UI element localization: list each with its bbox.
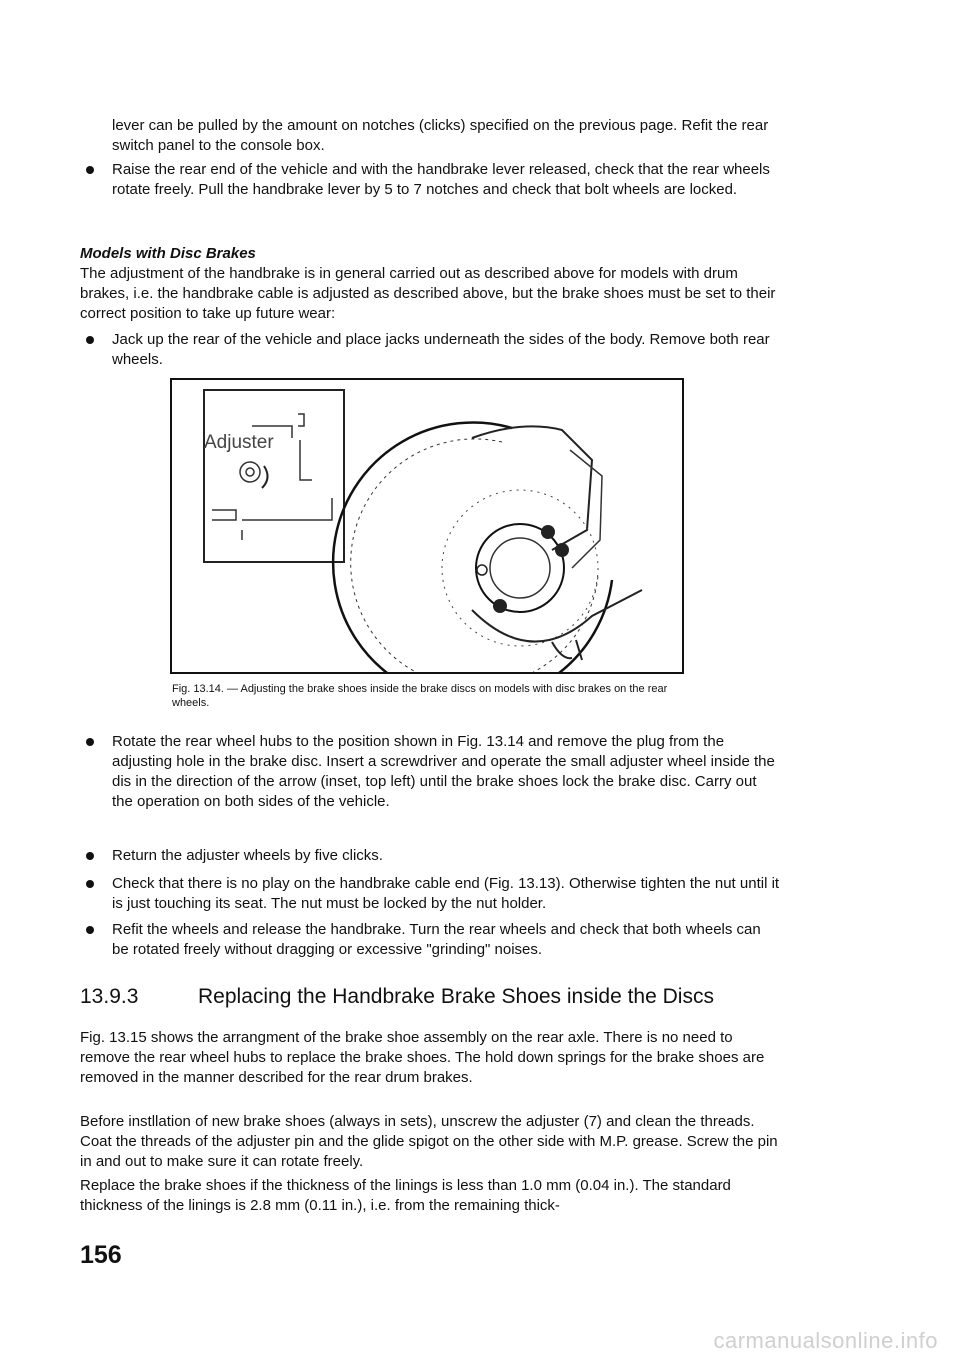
bullet-text: Rotate the rear wheel hubs to the position shown in Fig. 13.14 and remove the plug from the adjusting hole in the brake disc. Insert a screwdriver and operate the small adjuster wheel inside the dis in the direction of the arrow (inset, top left) until the brake shoes lock the brake disc. Carry out the operation on both sides of the vehicle. bbox=[112, 733, 775, 810]
bullet-text: Refit the wheels and release the handbrake. Turn the rear wheels and check that both wheels can be rotated freely without dragging or excessive "grinding" noises. bbox=[112, 921, 761, 958]
bullet-dot bbox=[86, 926, 94, 934]
paragraph: Fig. 13.15 shows the arrangment of the brake shoe assembly on the rear axle. There is no need to remove the rear wheel hubs to replace the brake shoes. The hold down springs for the brake shoes are removed in the manner described for the rear drum brakes. bbox=[80, 1029, 765, 1086]
bullet-item bbox=[80, 732, 780, 812]
intro-paragraph: The adjustment of the handbrake is in general carried out as described above for models with drum brakes, i.e. the handbrake cable is adjusted as described above, but the brake shoes must be set to their correct position to take up future wear: bbox=[80, 265, 776, 322]
bullet-text: Return the adjuster wheels by five clicks. bbox=[112, 847, 383, 864]
brake-disc-illustration bbox=[172, 380, 682, 672]
bullet-item bbox=[80, 874, 780, 914]
brake-disc-drawing bbox=[333, 422, 642, 672]
bullet-item bbox=[80, 330, 780, 370]
paragraph: Before instllation of new brake shoes (always in sets), unscrew the adjuster (7) and clean the threads. Coat the threads of the adjuster pin and the glide spigot on the other side with M.P. grease. Screw the pin in and out to make sure it can rotate freely. bbox=[80, 1113, 778, 1170]
bullet-item bbox=[80, 160, 780, 200]
bullet-dot bbox=[86, 336, 94, 344]
bullet-dot bbox=[86, 880, 94, 888]
bullet-dot bbox=[86, 738, 94, 746]
page-number: 156 bbox=[80, 1241, 122, 1269]
adjuster-inset bbox=[204, 390, 344, 562]
continuation-paragraph: lever can be pulled by the amount on notches (clicks) specified on the previous page. Refit the rear switch panel to the console box. bbox=[112, 117, 769, 154]
watermark-text: carmanualsonline.info bbox=[713, 1328, 938, 1353]
paragraph: Replace the brake shoes if the thickness of the linings is less than 1.0 mm (0.04 in.). The standard thickness of the linings is 2.8 mm (0.11 in.), i.e. from the remaining thick- bbox=[80, 1177, 731, 1214]
bullet-text: Raise the rear end of the vehicle and with the handbrake lever released, check that the rear wheels rotate freely. Pull the handbrake lever by 5 to 7 notches and check that bolt wheels are locked. bbox=[112, 161, 770, 198]
bullet-dot bbox=[86, 166, 94, 174]
bullet-item bbox=[80, 846, 780, 866]
figure-caption: Fig. 13.14. — Adjusting the brake shoes inside the brake discs on models with disc brakes on the rear wheels. bbox=[172, 683, 668, 709]
bullet-item bbox=[80, 920, 780, 960]
bullet-dot bbox=[86, 852, 94, 860]
bullet-text: Check that there is no play on the handbrake cable end (Fig. 13.13). Otherwise tighten the nut until it is just touching its seat. The nut must be locked by the nut holder. bbox=[112, 875, 780, 912]
figure-13-14 bbox=[170, 378, 684, 674]
section-number: 13.9.3 bbox=[80, 985, 139, 1008]
adjuster-label: Adjuster bbox=[204, 432, 274, 453]
section-heading bbox=[80, 984, 800, 1010]
bullet-text: Jack up the rear of the vehicle and place jacks underneath the sides of the body. Remove both rear wheels. bbox=[112, 331, 770, 368]
section-title: Replacing the Handbrake Brake Shoes inside the Discs bbox=[198, 985, 714, 1008]
subsection-heading: Models with Disc Brakes bbox=[80, 245, 256, 262]
